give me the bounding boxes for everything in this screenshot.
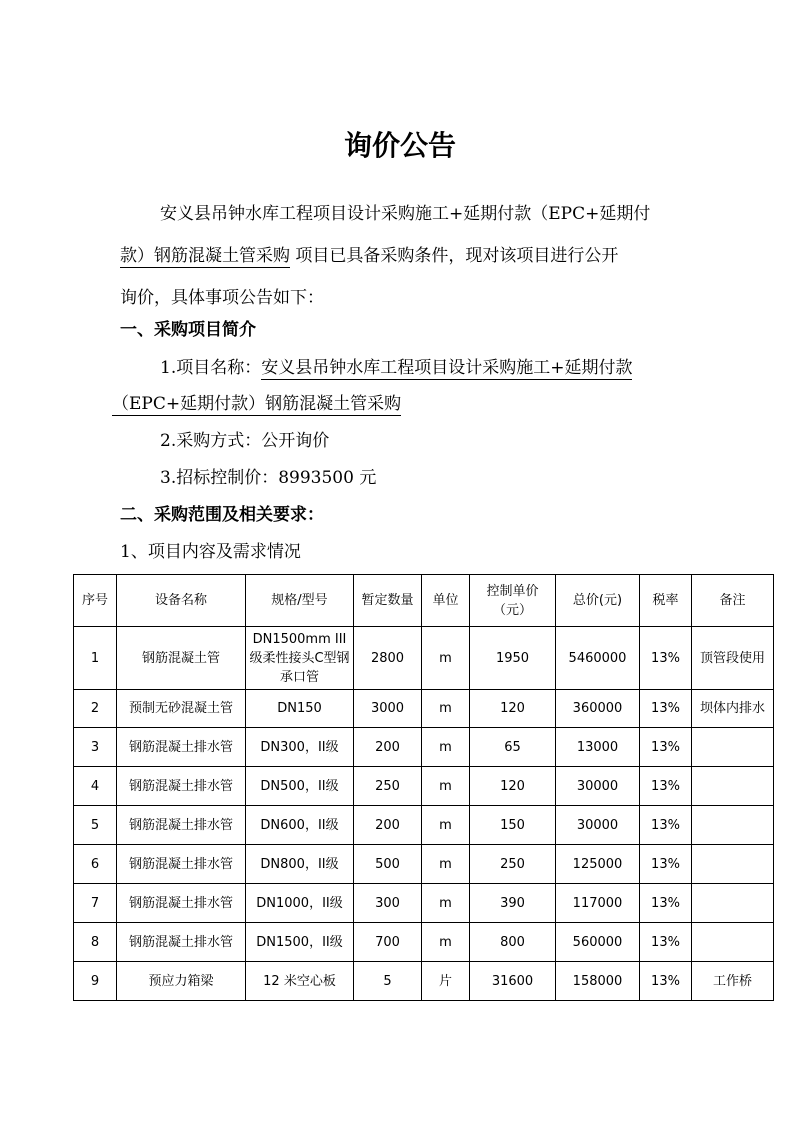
cell-spec: DN600，II级 bbox=[246, 806, 354, 845]
cell-spec: DN800，II级 bbox=[246, 845, 354, 884]
cell-unit: m bbox=[422, 728, 470, 767]
cell-qty: 250 bbox=[354, 767, 422, 806]
cell-total: 117000 bbox=[556, 884, 640, 923]
cell-name: 钢筋混凝土管 bbox=[117, 627, 246, 690]
col-header-spec: 规格/型号 bbox=[246, 575, 354, 627]
section-2-heading: 二、采购范围及相关要求： bbox=[120, 505, 324, 525]
cell-total: 125000 bbox=[556, 845, 640, 884]
cell-index: 8 bbox=[74, 923, 117, 962]
cell-spec: DN1000，II级 bbox=[246, 884, 354, 923]
col-header-qty: 暂定数量 bbox=[354, 575, 422, 627]
cell-qty: 500 bbox=[354, 845, 422, 884]
cell-index: 7 bbox=[74, 884, 117, 923]
cell-unit-price: 65 bbox=[470, 728, 556, 767]
cell-index: 9 bbox=[74, 962, 117, 1001]
cell-remark: 坝体内排水 bbox=[692, 690, 774, 728]
cell-spec: DN1500，II级 bbox=[246, 923, 354, 962]
subsection-1: 1、项目内容及需求情况 bbox=[120, 542, 301, 562]
cell-qty: 200 bbox=[354, 806, 422, 845]
cell-unit-price: 31600 bbox=[470, 962, 556, 1001]
cell-unit: m bbox=[422, 923, 470, 962]
table-row bbox=[74, 923, 774, 962]
table-row bbox=[74, 690, 774, 728]
cell-remark bbox=[692, 767, 774, 806]
cell-tax: 13% bbox=[640, 923, 692, 962]
cell-qty: 3000 bbox=[354, 690, 422, 728]
cell-unit: m bbox=[422, 845, 470, 884]
cell-unit: 片 bbox=[422, 962, 470, 1001]
table-row bbox=[74, 627, 774, 690]
cell-unit-price: 250 bbox=[470, 845, 556, 884]
cell-index: 5 bbox=[74, 806, 117, 845]
col-header-unit-price: 控制单价（元） bbox=[470, 575, 556, 627]
cell-unit: m bbox=[422, 884, 470, 923]
col-header-tax: 税率 bbox=[640, 575, 692, 627]
cell-unit: m bbox=[422, 806, 470, 845]
cell-name: 钢筋混凝土排水管 bbox=[117, 767, 246, 806]
col-header-remark: 备注 bbox=[692, 575, 774, 627]
cell-name: 预应力箱梁 bbox=[117, 962, 246, 1001]
cell-index: 1 bbox=[74, 627, 117, 690]
cell-remark bbox=[692, 923, 774, 962]
table-row bbox=[74, 767, 774, 806]
cell-spec: DN150 bbox=[246, 690, 354, 728]
cell-name: 钢筋混凝土排水管 bbox=[117, 806, 246, 845]
cell-unit-price: 390 bbox=[470, 884, 556, 923]
cell-remark bbox=[692, 884, 774, 923]
table-header-row bbox=[74, 575, 774, 627]
cell-unit-price: 120 bbox=[470, 767, 556, 806]
table-row bbox=[74, 806, 774, 845]
cell-index: 6 bbox=[74, 845, 117, 884]
item-3: 3.招标控制价：8993500 元 bbox=[160, 468, 377, 488]
item-1-value-1: 安义县吊钟水库工程项目设计采购施工+延期付款 bbox=[261, 358, 633, 378]
cell-name: 钢筋混凝土排水管 bbox=[117, 845, 246, 884]
intro-line-1: 安义县吊钟水库工程项目设计采购施工+延期付款（EPC+延期付 bbox=[160, 204, 651, 224]
items-table bbox=[73, 574, 774, 1001]
cell-qty: 300 bbox=[354, 884, 422, 923]
cell-index: 3 bbox=[74, 728, 117, 767]
section-1-heading: 一、采购项目简介 bbox=[120, 320, 256, 340]
cell-unit: m bbox=[422, 627, 470, 690]
cell-spec: DN300，II级 bbox=[246, 728, 354, 767]
cell-remark bbox=[692, 806, 774, 845]
intro-line-2-rest: 项目已具备采购条件，现对该项目进行公开 bbox=[290, 246, 619, 266]
cell-tax: 13% bbox=[640, 806, 692, 845]
cell-name: 预制无砂混凝土管 bbox=[117, 690, 246, 728]
col-header-name: 设备名称 bbox=[117, 575, 246, 627]
cell-total: 13000 bbox=[556, 728, 640, 767]
cell-total: 360000 bbox=[556, 690, 640, 728]
cell-name: 钢筋混凝土排水管 bbox=[117, 728, 246, 767]
cell-qty: 700 bbox=[354, 923, 422, 962]
cell-total: 5460000 bbox=[556, 627, 640, 690]
cell-unit-price: 800 bbox=[470, 923, 556, 962]
cell-unit-price: 150 bbox=[470, 806, 556, 845]
cell-tax: 13% bbox=[640, 845, 692, 884]
cell-tax: 13% bbox=[640, 884, 692, 923]
intro-line-3: 询价，具体事项公告如下： bbox=[120, 288, 324, 308]
cell-tax: 13% bbox=[640, 962, 692, 1001]
item-1-label: 1.项目名称： bbox=[160, 358, 262, 378]
item-1-value-2: （EPC+延期付款）钢筋混凝土管采购 bbox=[112, 394, 402, 414]
cell-tax: 13% bbox=[640, 728, 692, 767]
cell-unit: m bbox=[422, 690, 470, 728]
cell-total: 30000 bbox=[556, 806, 640, 845]
cell-qty: 5 bbox=[354, 962, 422, 1001]
page-title: 询价公告 bbox=[343, 129, 456, 162]
cell-total: 158000 bbox=[556, 962, 640, 1001]
cell-remark bbox=[692, 845, 774, 884]
table-row bbox=[74, 884, 774, 923]
intro-line-2 bbox=[120, 244, 618, 268]
cell-total: 30000 bbox=[556, 767, 640, 806]
cell-remark: 工作桥 bbox=[692, 962, 774, 1001]
cell-unit: m bbox=[422, 767, 470, 806]
col-header-total: 总价(元) bbox=[556, 575, 640, 627]
table-row bbox=[74, 728, 774, 767]
cell-tax: 13% bbox=[640, 690, 692, 728]
cell-name: 钢筋混凝土排水管 bbox=[117, 923, 246, 962]
item-2: 2.采购方式：公开询价 bbox=[160, 431, 330, 451]
table-row bbox=[74, 845, 774, 884]
cell-spec: DN500，II级 bbox=[246, 767, 354, 806]
cell-index: 4 bbox=[74, 767, 117, 806]
cell-tax: 13% bbox=[640, 767, 692, 806]
project-name-underlined: 款）钢筋混凝土管采购 bbox=[120, 246, 290, 266]
cell-unit-price: 120 bbox=[470, 690, 556, 728]
cell-spec: DN1500mm III级柔性接头C型钢承口管 bbox=[246, 627, 354, 690]
cell-total: 560000 bbox=[556, 923, 640, 962]
cell-unit-price: 1950 bbox=[470, 627, 556, 690]
cell-name: 钢筋混凝土排水管 bbox=[117, 884, 246, 923]
item-1-line-2 bbox=[112, 392, 401, 416]
table-row bbox=[74, 962, 774, 1001]
cell-remark: 顶管段使用 bbox=[692, 627, 774, 690]
col-header-index: 序号 bbox=[74, 575, 117, 627]
cell-spec: 12 米空心板 bbox=[246, 962, 354, 1001]
cell-qty: 200 bbox=[354, 728, 422, 767]
cell-index: 2 bbox=[74, 690, 117, 728]
item-1-line-1 bbox=[160, 356, 632, 380]
cell-tax: 13% bbox=[640, 627, 692, 690]
cell-qty: 2800 bbox=[354, 627, 422, 690]
col-header-unit: 单位 bbox=[422, 575, 470, 627]
cell-remark bbox=[692, 728, 774, 767]
